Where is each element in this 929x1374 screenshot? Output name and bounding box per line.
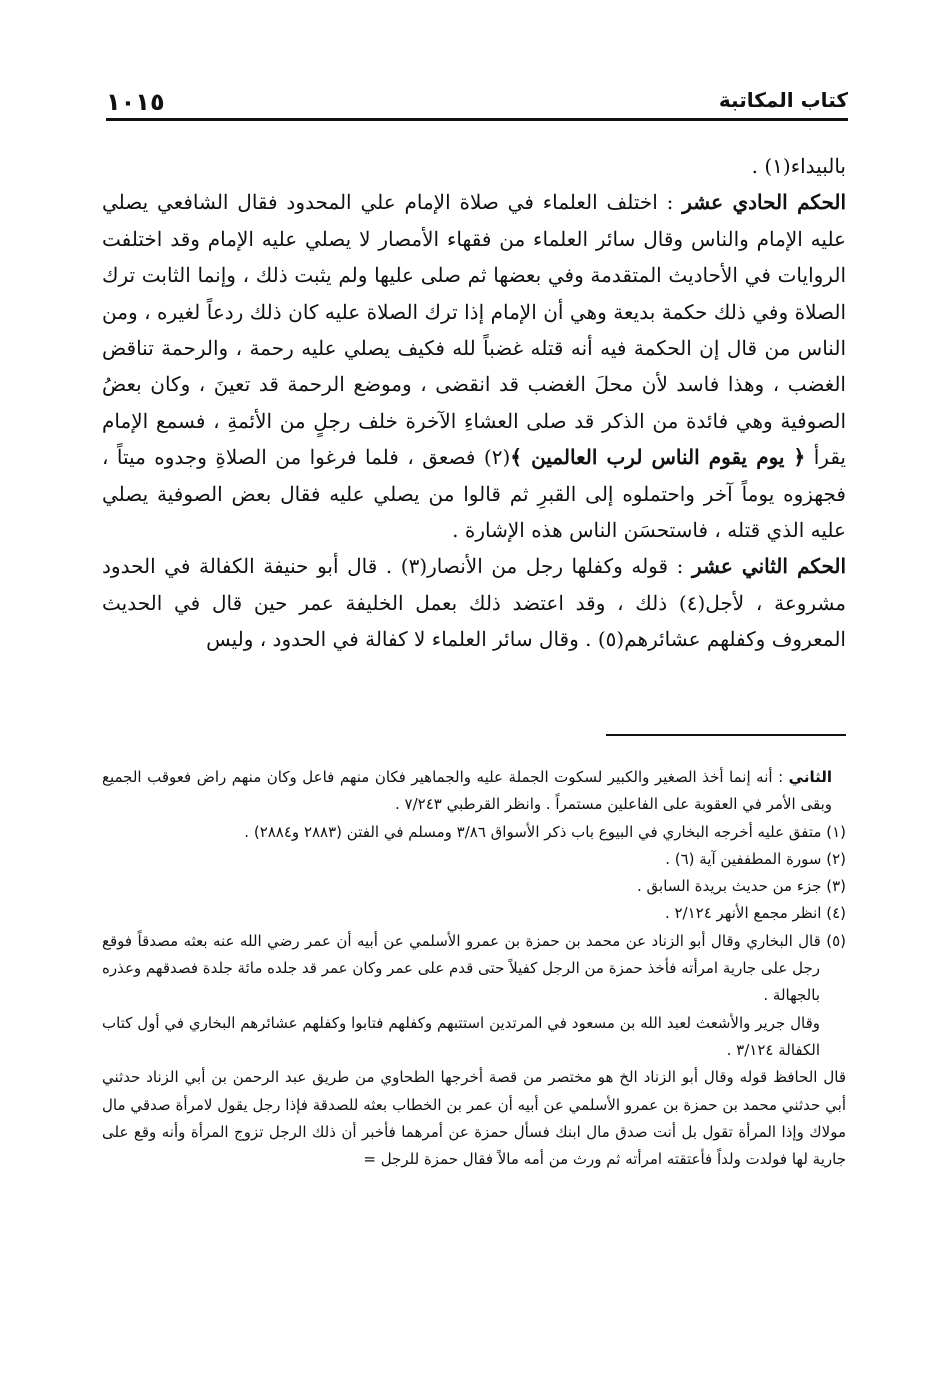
ruling-eleven-text-end: (٢) فصعق ، فلما فرغوا من الصلاةِ وجدوه ميتاً ، فجهزوه يوماً آخر واحتملوه إلى القبرِ ثم قالوا من يصلي عليه فقال بعض الصوفية يصلي عليه الذي قتله ، فاستحسَن الناس هذه الإشارة . — [102, 445, 846, 543]
paragraph-ruling-eleven — [102, 184, 846, 548]
footnote-3: (٣) جزء من حديث بريدة السابق . — [637, 877, 846, 896]
page-number: ١٠١٥ — [106, 88, 165, 116]
page-header — [106, 84, 848, 121]
footnote-separator — [606, 734, 846, 736]
footnote-1: (١) متفق عليه أخرجه البخاري في البيوع باب ذكر الأسواق ٣/٨٦ ومسلم في الفتن (٢٨٨٣ و٢٨٨٤) . — [244, 822, 846, 841]
carryover-label: الثاني — [788, 768, 832, 786]
main-text — [102, 148, 846, 658]
ruling-twelve-heading: الحكم الثاني عشر — [691, 554, 847, 579]
footnotes — [102, 764, 846, 1173]
paragraph-continuation: بالبيداء(١) . — [751, 154, 846, 178]
paragraph-ruling-twelve — [102, 548, 846, 657]
running-title: كتاب المكاتبة — [718, 88, 848, 112]
footnote-2: (٢) سورة المطففين آية (٦) . — [665, 849, 846, 868]
footnote-carryover — [102, 764, 846, 819]
carryover-text: : أنه إنما أخذ الصغير والكبير لسكوت الجملة عليه والجماهير فكان منهم فاعل وكان منهم راض فعوقب الجميع وبقى الأمر في العقوبة على الفاعلين مستمراً . وانظر القرطبي ٧/٢٤٣ . — [102, 768, 832, 814]
footnote-5-commentary: قال الحافظ قوله وقال أبو الزناد الخ هو مختصر من قصة أخرجها الطحاوي من طريق عبد الرحمن بن أبي الزناد حدثني أبي حدثني محمد بن حمزة بن عمرو الأسلمي عن أبيه أن عمر بن الخطاب بعثه للصدقة فإذا رجل يقول لامرأة صدقي مال مولاك وإذا المرأة تقول بل أنت صدق مال ابنك فسأل حمزة عن أمرهما فأخبر أن ذلك الرجل تزوج المرأة وأنه وقع على جارية لها فولدت ولداً فأعتقته امرأته ثم ورث من أمه مالاً فقال حمزة للرجل = — [102, 1068, 846, 1169]
ruling-eleven-text: : اختلف العلماء في صلاة الإمام علي المحدود فقال الشافعي يصلي عليه الإمام والناس وقال سائر العلماء من فقهاء الأمصار لا يصلي عليه الإمام وقد اختلفت الروايات في الأحاديث المتقدمة وفي بعضها ثم صلى عليها ولم يثبت ذلك ، وإنما الثابت ترك الصلاة وفي ذلك حكمة بديعة وهي أن الإمام إذا ترك الصلاة عليه كان ذلك ردعاً لغيره ، ومن الناس من قال إن الحكمة فيه أنه قتله غضباً لله فكيف يصلي عليه رحمة ، والرحمة تناقض الغضب ، وهذا فاسد لأن محلَ الغضب قد انقضى ، وموضع الرحمة قد تعينَ ، وكان بعضُ الصوفية وهي فائدة من الذكر قد صلى العشاءِ الآخرة خلف رجلٍ من الأئمةِ ، فسمع الإمام يقرأ — [102, 190, 846, 470]
ruling-eleven-heading: الحكم الحادي عشر — [682, 190, 846, 215]
footnote-5-continued: وقال جرير والأشعث لعبد الله بن مسعود في المرتدين استتبهم وكفلهم فتابوا وكفلهم عشائرهم البخاري في أول كتاب الكفالة ٣/١٢٤ . — [102, 1013, 820, 1059]
quran-quote: ﴿ يوم يقوم الناس لرب العالمين ﴾ — [510, 445, 806, 470]
footnote-5: (٥) قال البخاري وقال أبو الزناد عن محمد بن حمزة بن عمرو الأسلمي عن أبيه أن عمر رضي الله عنه بعثه مصدقاً فوقع رجل على جارية امرأته فأخذ حمزة من الرجل كفيلاً حتى قدم على عمر وكان عمر قد جلده مائة جلدة فصدقهم وعذره بالجهالة . — [101, 931, 846, 1005]
footnote-4: (٤) انظر مجمع الأنهر ٢/١٢٤ . — [664, 904, 846, 923]
ruling-twelve-text: : قوله وكفلها رجل من الأنصار(٣) . قال أبو حنيفة الكفالة في الحدود مشروعة ، لأجل(٤) ذلك ، وقد اعتضد ذلك بعمل الخليفة عمر حين قال في الحديث المعروف وكفلهم عشائرهم(٥) . وقال سائر العلماء لا كفالة في الحدود ، وليس — [102, 554, 847, 652]
